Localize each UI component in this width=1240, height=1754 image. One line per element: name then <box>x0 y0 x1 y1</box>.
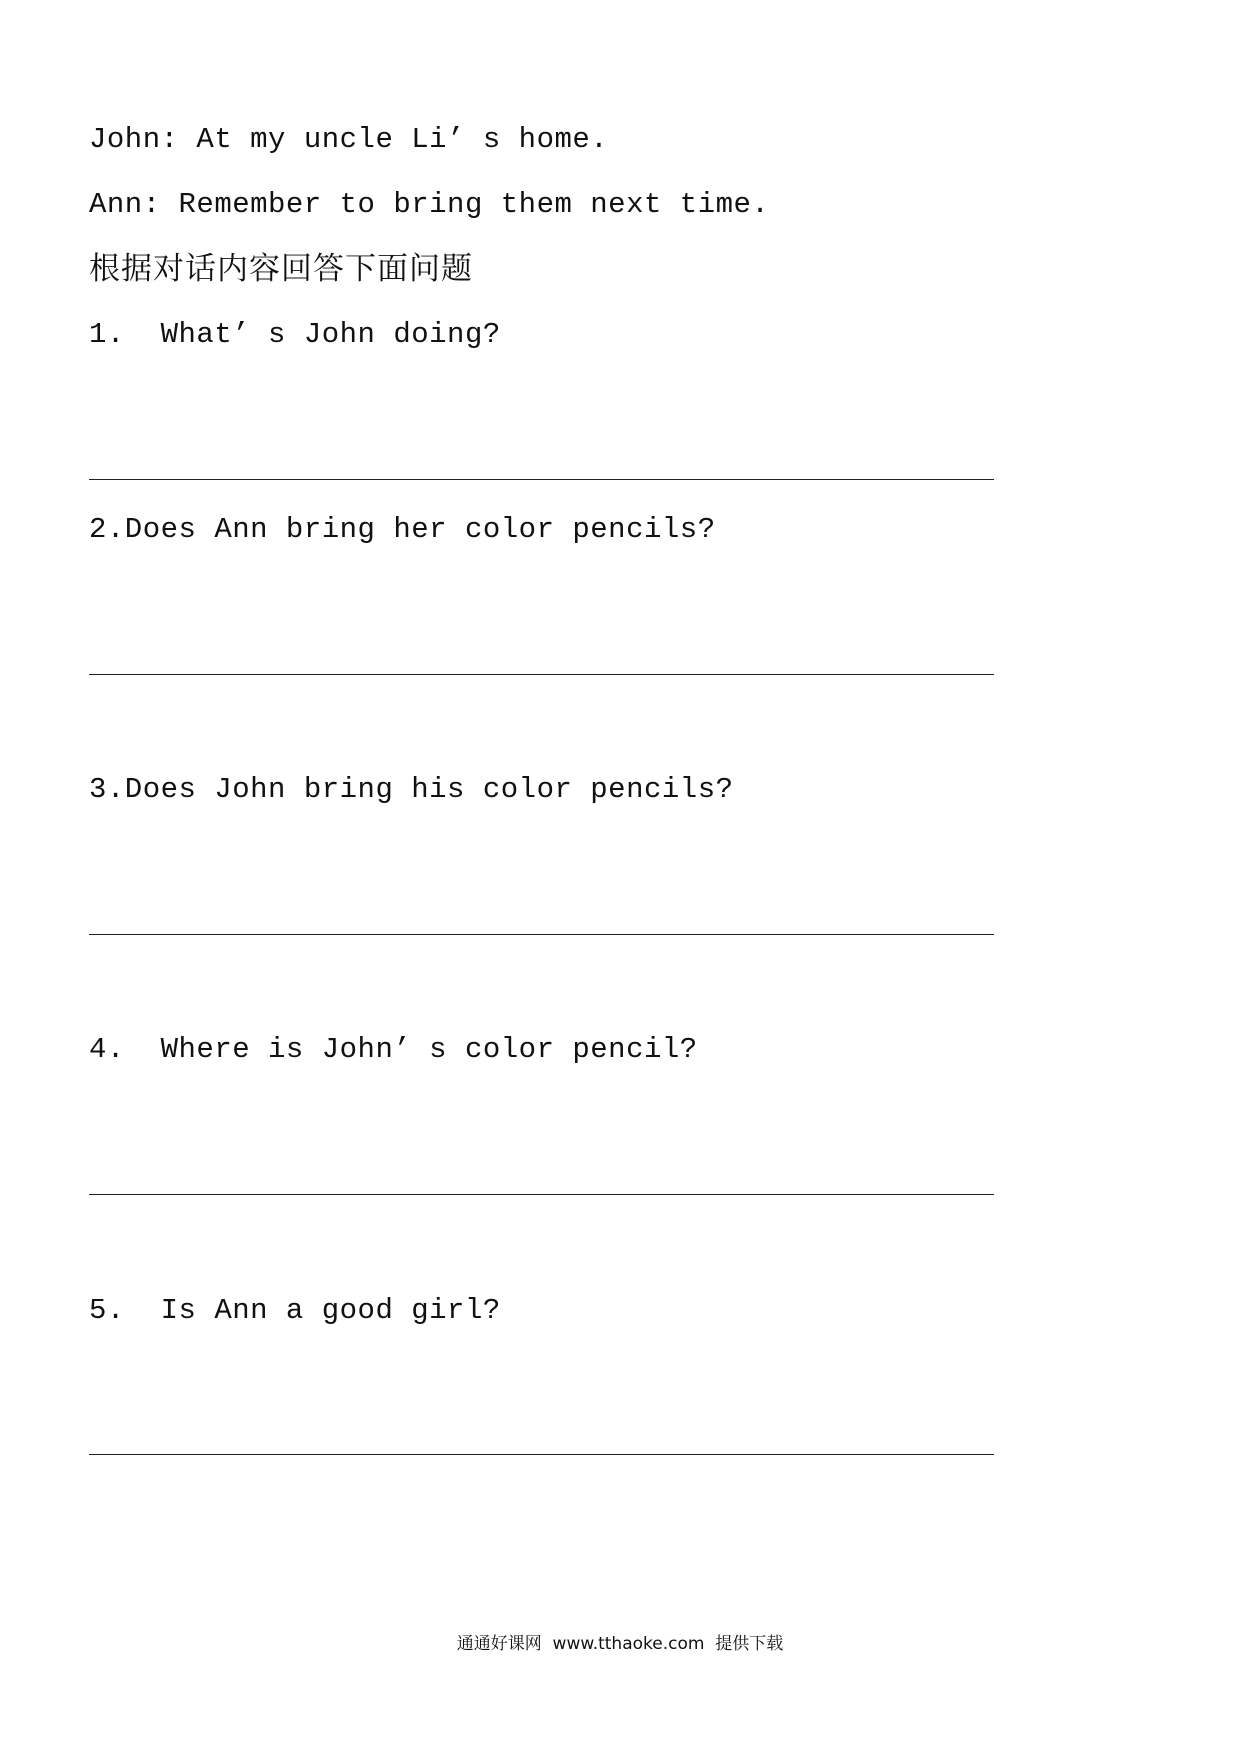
instruction-heading: 根据对话内容回答下面问题 <box>89 251 473 287</box>
answer-line-1[interactable] <box>89 479 994 480</box>
dialogue-line-john: John: At my uncle Li’ s home. <box>89 123 609 156</box>
question-3: 3.Does John bring his color pencils? <box>89 773 734 806</box>
question-4: 4. Where is John’ s color pencil? <box>89 1033 698 1066</box>
question-1: 1. What’ s John doing? <box>89 318 501 351</box>
answer-line-4[interactable] <box>89 1194 994 1195</box>
answer-line-5[interactable] <box>89 1454 994 1455</box>
dialogue-line-ann: Ann: Remember to bring them next time. <box>89 188 770 221</box>
question-5: 5. Is Ann a good girl? <box>89 1294 501 1327</box>
answer-line-2[interactable] <box>89 674 994 675</box>
question-2: 2.Does Ann bring her color pencils? <box>89 513 716 546</box>
footer-credit: 通通好课网 www.tthaoke.com 提供下载 <box>456 1634 784 1654</box>
answer-line-3[interactable] <box>89 934 994 935</box>
